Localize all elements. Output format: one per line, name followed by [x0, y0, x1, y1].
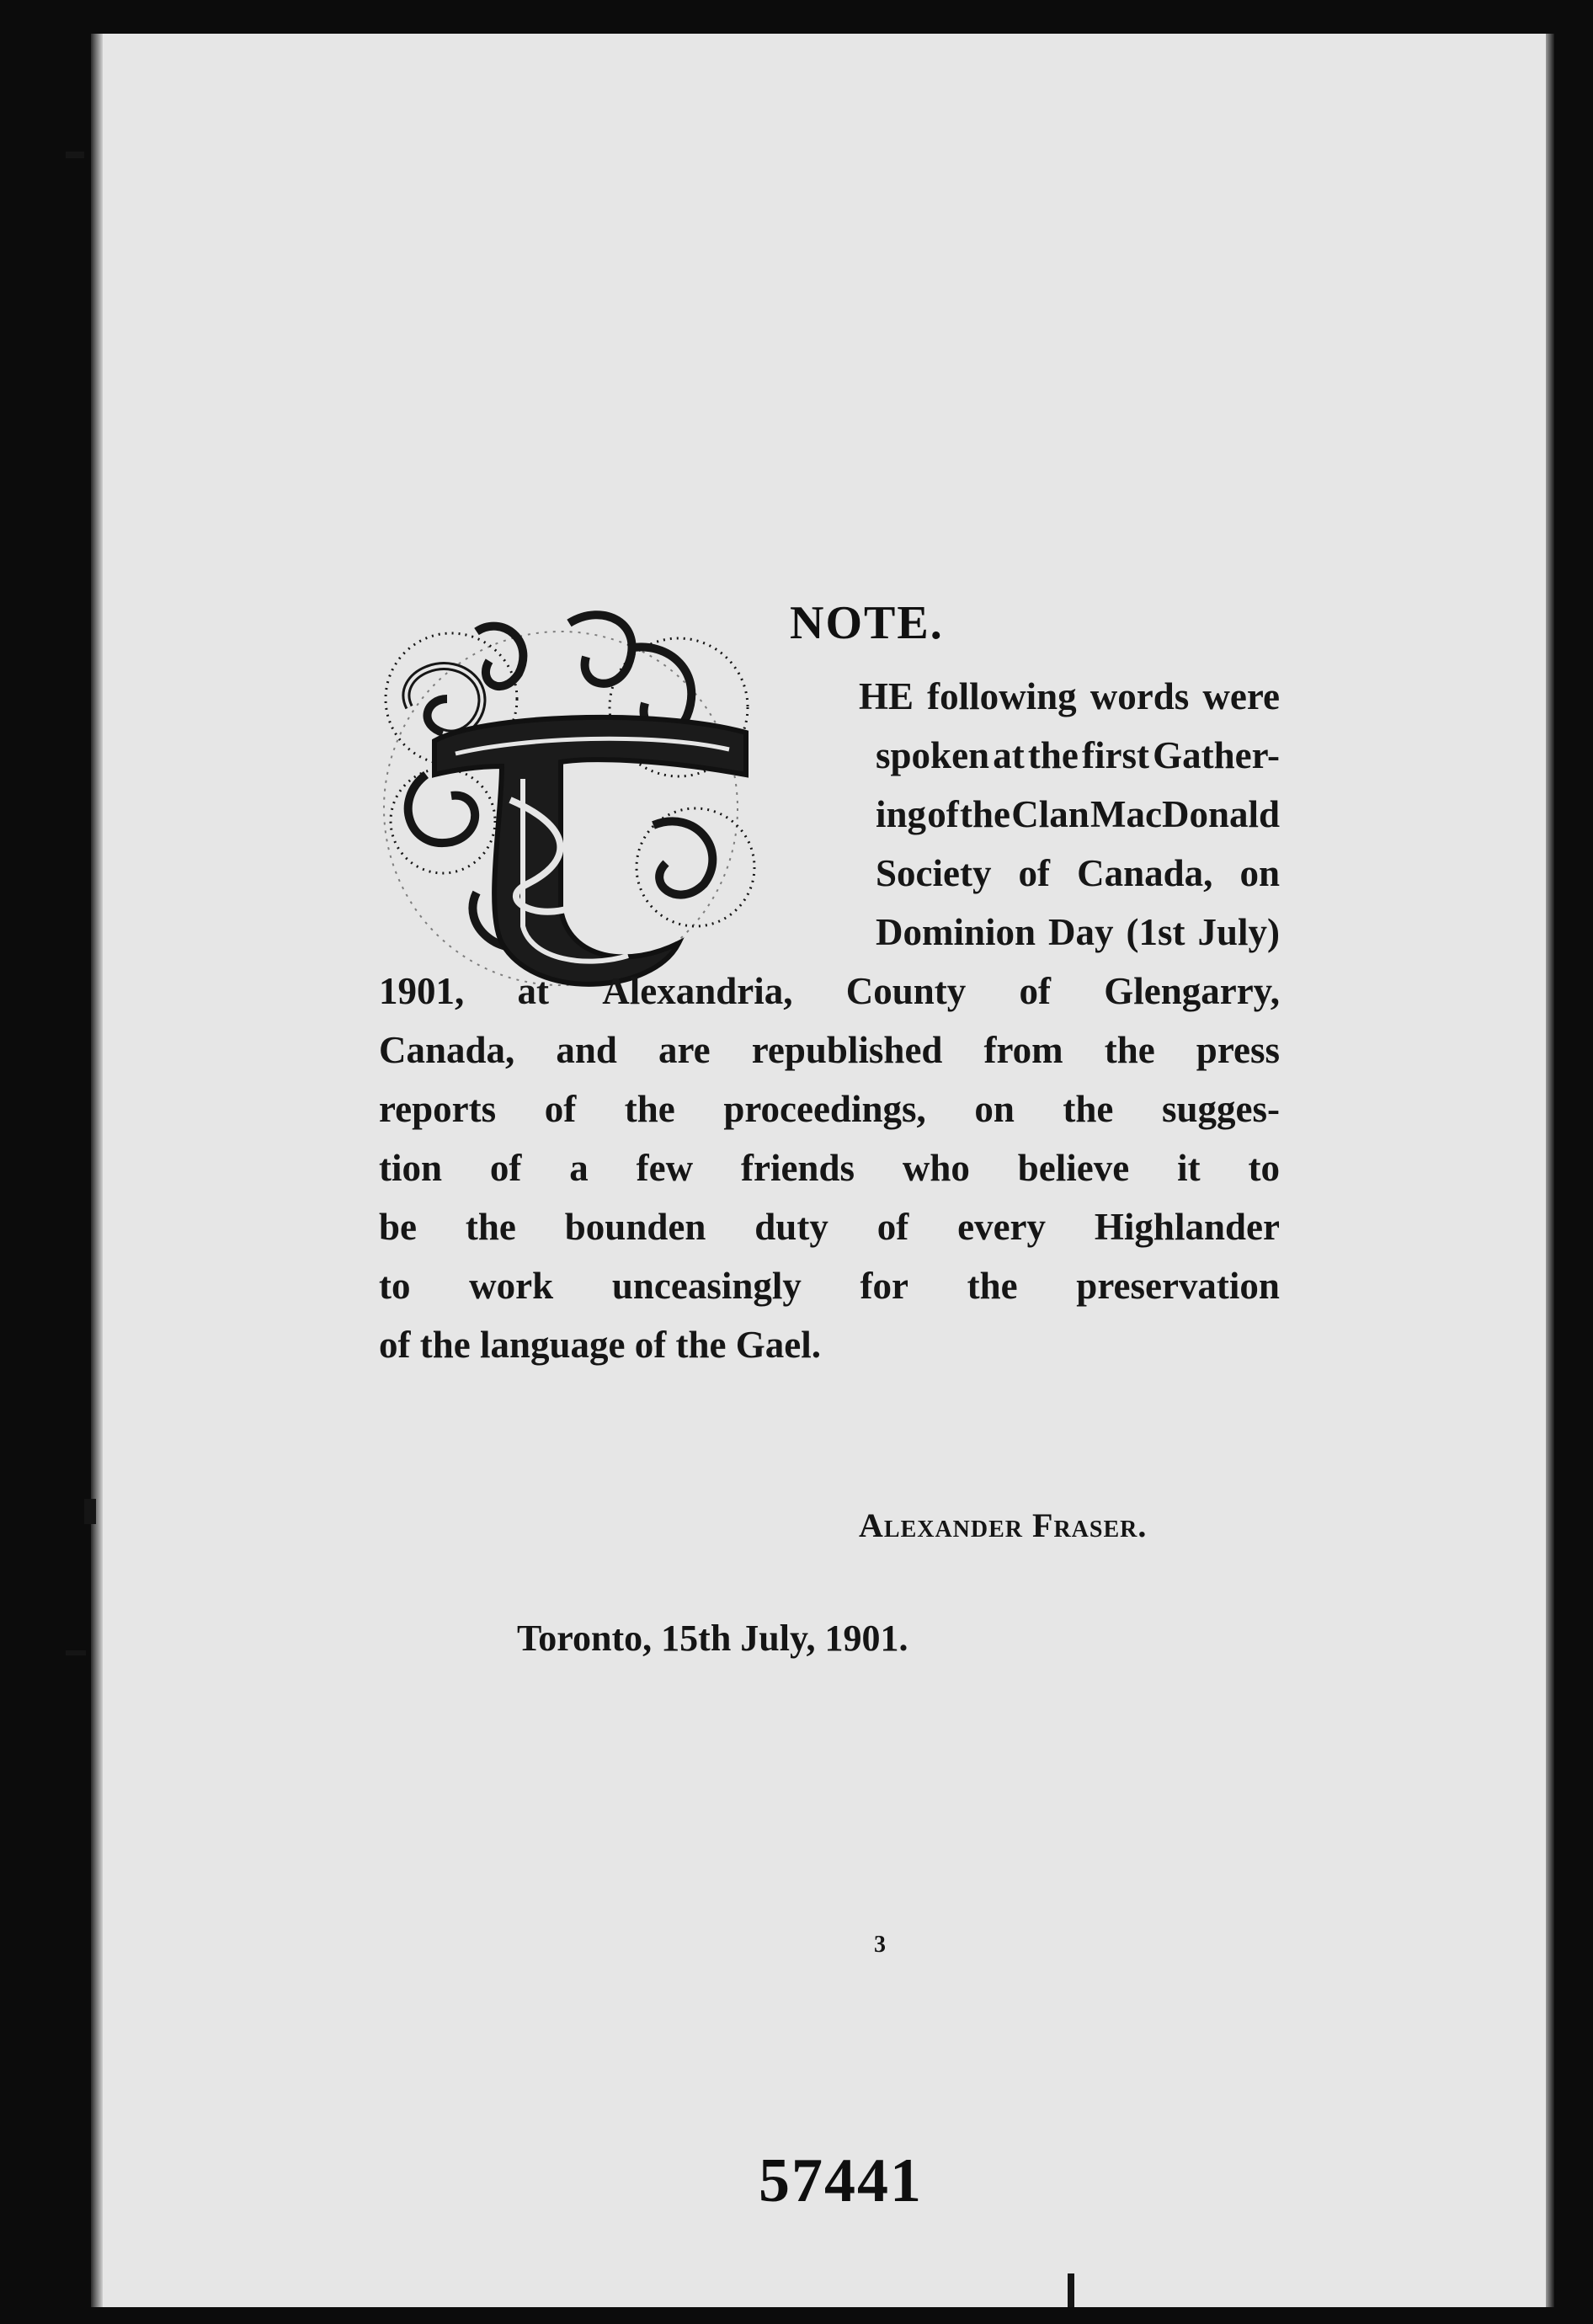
- note-line-word: Alexandria,: [602, 970, 793, 1012]
- dropcap-letter-t: [434, 717, 746, 984]
- note-line-word: are: [658, 1029, 711, 1071]
- note-line: [379, 965, 1280, 1017]
- note-line-word: of: [544, 1088, 577, 1130]
- note-line-word: County: [845, 970, 967, 1012]
- note-line-word: spoken: [876, 734, 990, 776]
- note-line-word: the: [1027, 734, 1079, 776]
- note-line-word: ing: [876, 793, 927, 835]
- accession-number-stamp: 57441: [759, 2146, 923, 2215]
- note-line-word: sugges-: [1161, 1088, 1280, 1130]
- note-line-word: on: [974, 1088, 1015, 1130]
- note-line-word: unceasingly: [611, 1265, 802, 1307]
- note-line: [379, 1083, 1280, 1135]
- note-line: [379, 1260, 1280, 1312]
- note-line-word: and: [556, 1029, 617, 1071]
- note-line-word: Day: [1048, 911, 1114, 953]
- scanned-page: [91, 34, 1554, 2307]
- note-line-word: to: [379, 1265, 411, 1307]
- note-line-word: for: [860, 1265, 908, 1307]
- note-line: [379, 1024, 1280, 1076]
- note-line-word: of: [489, 1147, 522, 1189]
- note-line-word: the: [465, 1206, 516, 1248]
- note-title: NOTE.: [790, 597, 944, 649]
- note-line-word: at: [993, 734, 1025, 776]
- note-line: [379, 1142, 1280, 1194]
- note-line-word: Dominion: [876, 911, 1036, 953]
- note-line-word: Canada,: [1077, 852, 1213, 894]
- note-line-word: following: [927, 675, 1077, 717]
- note-line-word: (1st: [1126, 911, 1185, 953]
- note-line-word: bounden: [564, 1206, 706, 1248]
- note-line-word: to: [1248, 1147, 1280, 1189]
- note-line-word: Highlander: [1094, 1206, 1280, 1248]
- note-line-word: the: [1104, 1029, 1155, 1071]
- note-line: [379, 1319, 1280, 1371]
- note-line: [876, 847, 1280, 899]
- note-line-word: few: [636, 1147, 694, 1189]
- note-line-word: of: [1019, 970, 1051, 1012]
- note-line-word: MacDonald: [1090, 793, 1280, 835]
- note-line-word: work: [469, 1265, 554, 1307]
- note-line-word: 1901,: [379, 970, 465, 1012]
- note-line-word: reports: [379, 1088, 497, 1130]
- note-line-word: of: [1018, 852, 1051, 894]
- note-line: [379, 1201, 1280, 1253]
- note-line: [876, 906, 1280, 958]
- note-line-word: Canada,: [379, 1029, 515, 1071]
- note-line: [859, 670, 1280, 722]
- note-line-word: at: [517, 970, 549, 1012]
- note-line-word: friends: [740, 1147, 855, 1189]
- note-line-word: the: [624, 1088, 675, 1130]
- note-line-word: July): [1197, 911, 1280, 953]
- note-line: [876, 729, 1280, 781]
- note-line-word: the: [967, 1265, 1018, 1307]
- note-line-word: Gather-: [1153, 734, 1280, 776]
- page-right-edge: [1546, 34, 1554, 2307]
- note-line-word: from: [983, 1029, 1063, 1071]
- note-line-word: preservation: [1076, 1265, 1280, 1307]
- note-line-word: were: [1202, 675, 1280, 717]
- note-line-word: HE: [859, 675, 914, 717]
- place-date: Toronto, 15th July, 1901.: [517, 1618, 908, 1659]
- note-line-word: every: [957, 1206, 1047, 1248]
- note-line-word: believe: [1017, 1147, 1130, 1189]
- author-signature: Alexander Fraser.: [859, 1506, 1148, 1544]
- note-line-word: a: [569, 1147, 589, 1189]
- note-line-word: of: [876, 1206, 909, 1248]
- note-line-word: the: [960, 793, 1010, 835]
- note-line-word: on: [1239, 852, 1280, 894]
- note-line-text: of the language of the Gael.: [379, 1324, 821, 1366]
- note-line: [876, 788, 1280, 840]
- note-line-word: words: [1090, 675, 1190, 717]
- note-line-word: who: [902, 1147, 970, 1189]
- note-line-word: duty: [754, 1206, 828, 1248]
- note-line-word: proceedings,: [723, 1088, 926, 1130]
- gutter-mark: [66, 152, 84, 158]
- note-line-word: it: [1177, 1147, 1201, 1189]
- note-line-word: of: [927, 793, 959, 835]
- note-line-word: first: [1082, 734, 1150, 776]
- note-line-word: the: [1063, 1088, 1114, 1130]
- gutter-mark: [84, 1499, 96, 1524]
- note-line-word: be: [379, 1206, 417, 1248]
- note-line-word: press: [1196, 1029, 1280, 1071]
- note-line-word: tion: [379, 1147, 443, 1189]
- page-number: 3: [874, 1932, 886, 1958]
- gutter-mark: [66, 1650, 86, 1655]
- page-fold-shadow: [91, 34, 103, 2307]
- note-line-word: Clan: [1011, 793, 1090, 835]
- note-line-word: Society: [876, 852, 992, 894]
- note-line-word: republished: [751, 1029, 943, 1071]
- note-line-word: Glengarry,: [1104, 970, 1280, 1012]
- gutter-mark: [1068, 2273, 1074, 2307]
- dropcap-ornament-t: [376, 606, 780, 1019]
